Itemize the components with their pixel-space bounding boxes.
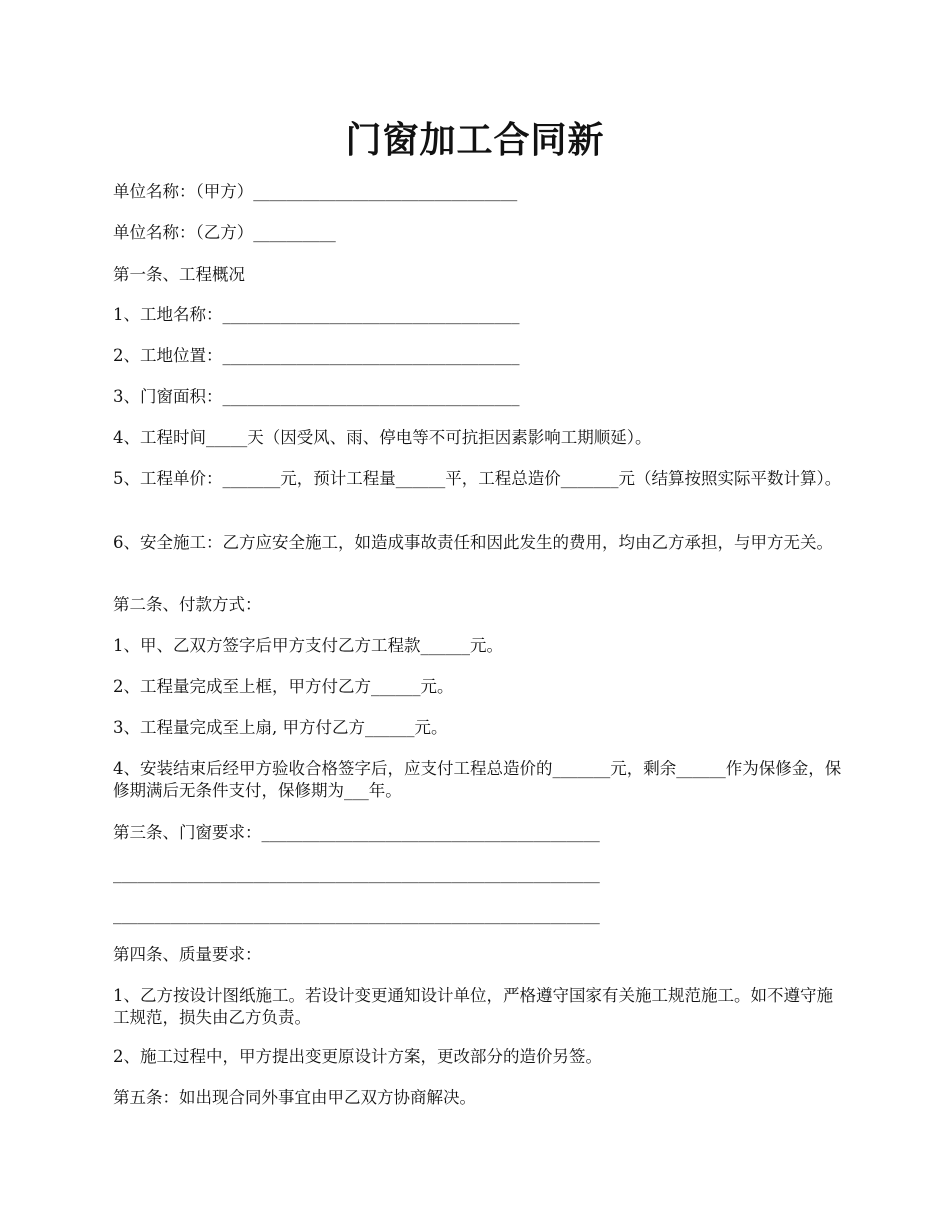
article-1-item-2: 2、工地位置：____________________________________ (113, 346, 520, 365)
article-1-item-1: 1、工地名称：____________________________________ (113, 305, 520, 324)
article-5-text: 第五条：如出现合同外事宜由甲乙双方协商解决。 (113, 1088, 476, 1107)
article-1-item-6: 6、安全施工：乙方应安全施工，如造成事故责任和因此发生的费用，均由乙方承担，与甲方无关。 (113, 533, 833, 552)
document-title: 门窗加工合同新 (345, 119, 605, 161)
article-1-item-5: 5、工程单价：_______元，预计工程量______平，工程总造价_______元（结算按照实际平数计算）。 (113, 469, 842, 488)
article-4-item-1: 1、乙方按设计图纸施工。若设计变更通知设计单位，严格遵守国家有关施工规范施工。如不遵守施工规范，损失由乙方负责。 (113, 986, 833, 1027)
article-2-item-4: 4、安装结束后经甲方验收合格签字后，应支付工程总造价的_______元，剩余______作为保修金，保修期满后无条件支付，保修期为___年。 (113, 759, 842, 800)
article-2-item-3: 3、工程量完成至上扇, 甲方付乙方______元。 (113, 718, 448, 737)
article-1-item-3: 3、门窗面积：____________________________________ (113, 387, 520, 406)
party-a-line: 单位名称：（甲方）________________________________ (113, 182, 518, 201)
article-2-item-1: 1、甲、乙双方签字后甲方支付乙方工程款______元。 (113, 636, 503, 655)
article-2-heading: 第二条、付款方式： (113, 595, 262, 614)
party-b-line: 单位名称：（乙方）__________ (113, 223, 336, 242)
article-3-blank-line-1: ___________________________________________________________ (113, 864, 600, 883)
article-3-heading: 第三条、门窗要求：_________________________________________ (113, 823, 600, 842)
article-1-item-4: 4、工程时间_____天（因受风、雨、停电等不可抗拒因素影响工期顺延）。 (113, 428, 652, 447)
article-2-item-2: 2、工程量完成至上框，甲方付乙方______元。 (113, 677, 454, 696)
article-4-item-2: 2、施工过程中，甲方提出变更原设计方案，更改部分的造价另签。 (113, 1047, 602, 1066)
article-1-heading: 第一条、工程概况 (113, 265, 245, 284)
article-4-heading: 第四条、质量要求： (113, 945, 262, 964)
article-3-blank-line-2: ___________________________________________________________ (113, 905, 600, 924)
